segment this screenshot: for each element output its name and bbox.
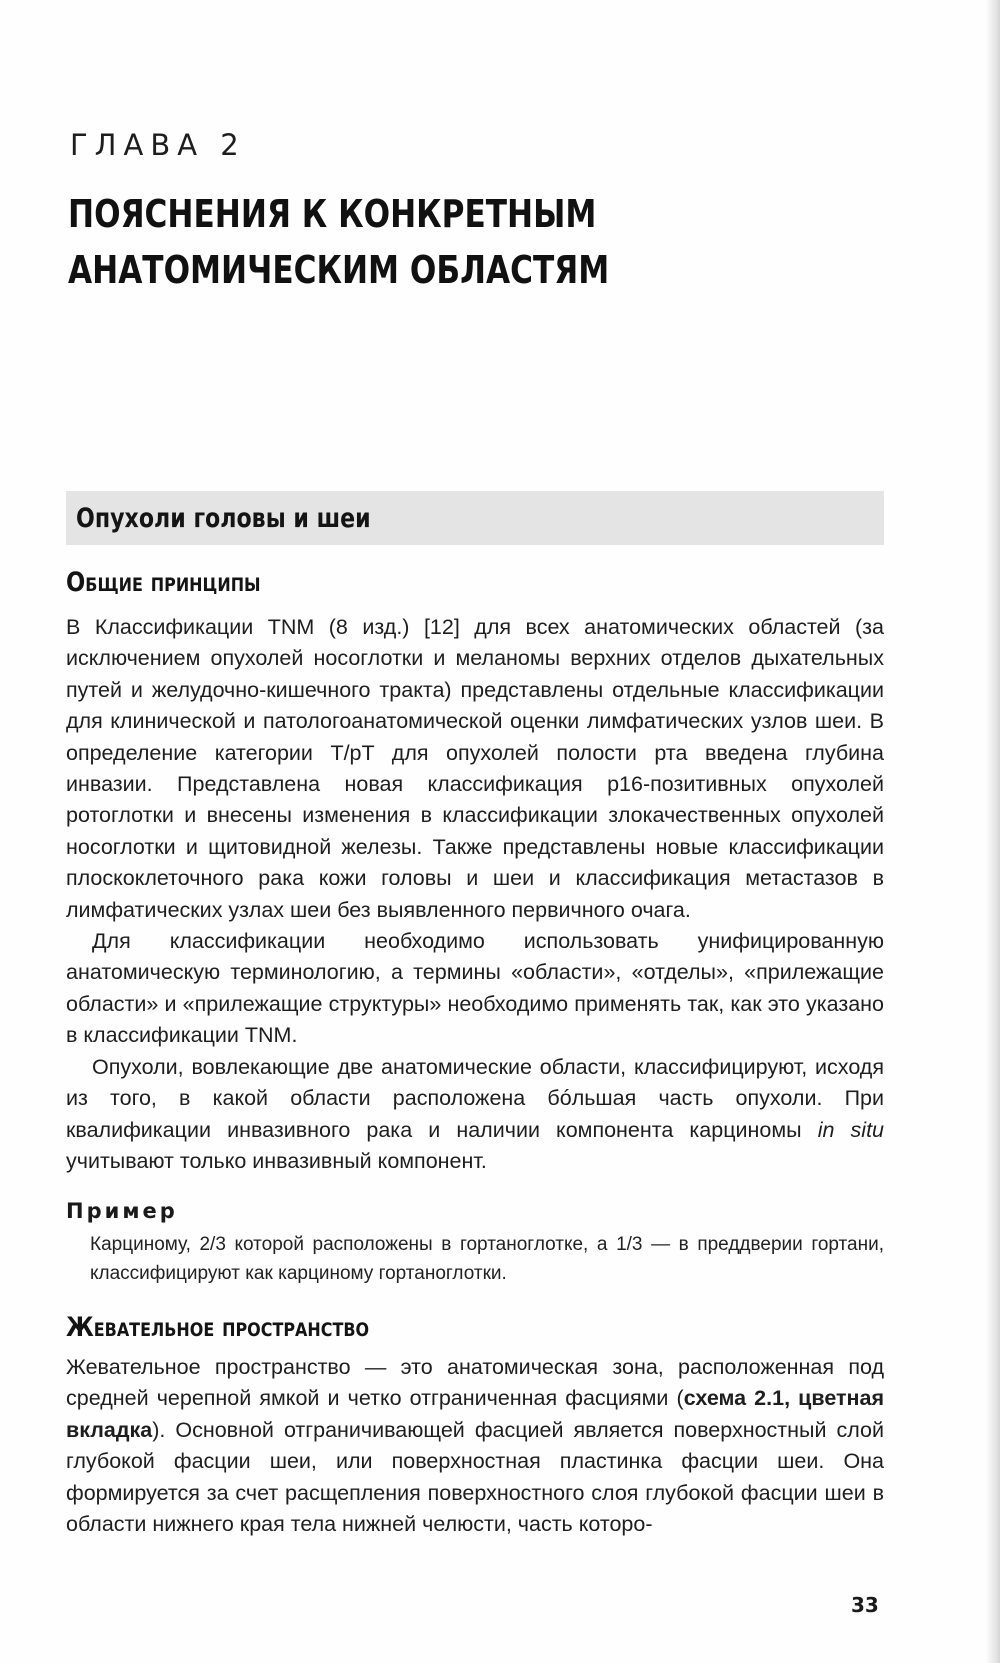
general-principles-heading: Общие принципы <box>66 567 261 598</box>
masticator-space-heading: Жевательное пространство <box>66 1312 370 1343</box>
body-paragraph: Для классификации необходимо использовать унифицированную анатомическую терминологию, а термины «области», «отделы», «прилежащие области» и «прилежащие структуры» необходимо применять так, как это указано в классификации TNM. <box>66 929 884 1048</box>
example-label: Пример <box>66 1199 178 1223</box>
chapter-title <box>68 186 740 298</box>
italic-term: in situ <box>817 1117 884 1142</box>
paragraph-text: учитывают только инвазивный компонент. <box>66 1148 487 1173</box>
paragraph-text: Жевательное пространство — это анатомическая зона, расположенная под средней черепной ямкой и четко отграниченная фасциями ( <box>66 1355 884 1411</box>
body-paragraph: В Классификации TNM (8 изд.) [12] для всех анатомических областей (за исключением опухолей носоглотки и меланомы верхних отделов дыхательных путей и желудочно-кишечного тракта) представлены отдельные классификации для клинической и патологоанатомической оценки лимфатических узлов шеи. В определение категории T/pT для опухолей полости рта введена глубина инвазии. Представлена новая классификация p16-позитивных опухолей ротоглотки и внесены изменения в классификации злокачественных опухолей носоглотки и щитовидной железы. Также представлены новые классификации плоскоклеточного рака кожи головы и шеи и классификация метастазов в лимфатических узлах шеи без выявленного первичного очага. <box>66 615 884 922</box>
body-paragraph <box>66 1052 884 1178</box>
page-number: 33 <box>851 1593 879 1617</box>
chapter-title-line: АНАТОМИЧЕСКИМ ОБЛАСТЯМ <box>68 248 610 292</box>
paragraph-text: Опухоли, вовлекающие две анатомические области, классифицируют, исходя из того, в какой области расположена бóльшая часть опухоли. При квалификации инвазивного рака и наличии компонента карциномы <box>66 1054 884 1142</box>
body-paragraph <box>66 1352 884 1540</box>
figure-reference: схема 2.1, цветная вкладка <box>66 1386 885 1442</box>
chapter-title-line: ПОЯСНЕНИЯ К КОНКРЕТНЫМ <box>68 192 597 236</box>
section-heading: Опухоли головы и шеи <box>76 503 371 534</box>
chapter-label: ГЛАВА 2 <box>70 128 246 162</box>
example-text: Карциному, 2/3 которой расположены в гортаноглотке, а 1/3 — в преддверии гортани, классифицируют как карциному гортаноглотки. <box>90 1234 884 1284</box>
general-principles-body <box>66 612 884 1177</box>
paragraph-text: ). Основной отграничивающей фасцией является поверхностный слой глубокой фасции шеи, или поверхностная пластинка фасции шеи. Она формируется за счет расщепления поверхностного слоя глубокой фасции шеи в области нижнего края тела нижней челюсти, часть которо- <box>66 1417 884 1537</box>
page-edge-shadow <box>986 0 1000 1663</box>
masticator-space-body <box>66 1352 884 1540</box>
